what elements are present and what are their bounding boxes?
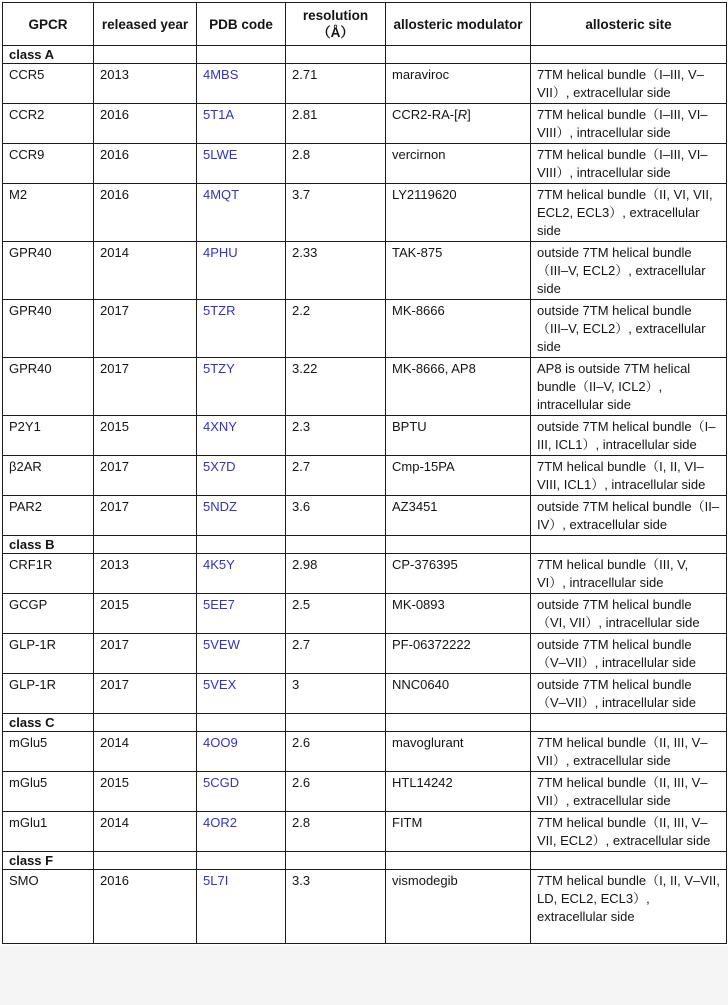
cell-year: 2015 <box>94 772 197 812</box>
cell-pdb <box>197 870 286 944</box>
cell-gpcr: GCGP <box>3 594 94 634</box>
cell-gpcr: mGlu5 <box>3 772 94 812</box>
section-label: class F <box>3 852 94 870</box>
column-header-label: allosteric site <box>585 16 672 32</box>
table-row <box>3 242 727 300</box>
cell-text-part: R <box>457 107 468 122</box>
cell-gpcr: PAR2 <box>3 496 94 536</box>
section-empty-cell <box>286 714 386 732</box>
table-row <box>3 772 727 812</box>
cell-year: 2016 <box>94 144 197 184</box>
cell-year: 2017 <box>94 496 197 536</box>
cell-year: 2015 <box>94 594 197 634</box>
cell-site: outside 7TM helical bundle（III–V, ECL2）, extracellular side <box>531 242 727 300</box>
cell-gpcr: GPR40 <box>3 358 94 416</box>
cell-resolution: 2.6 <box>286 772 386 812</box>
cell-modulator: PF-06372222 <box>386 634 531 674</box>
cell-year: 2016 <box>94 184 197 242</box>
table-row <box>3 144 727 184</box>
table-row <box>3 732 727 772</box>
table-row <box>3 812 727 852</box>
cell-text-part: CCR2-RA-[ <box>392 107 458 122</box>
column-header-label: resolution <box>302 8 369 23</box>
column-header-label: GPCR <box>28 16 68 32</box>
cell-pdb <box>197 64 286 104</box>
table-row <box>3 674 727 714</box>
cell-modulator: TAK-875 <box>386 242 531 300</box>
cell-gpcr: mGlu1 <box>3 812 94 852</box>
cell-pdb <box>197 594 286 634</box>
section-label: class A <box>3 46 94 64</box>
pdb-link[interactable]: 5LWE <box>203 147 238 162</box>
cell-modulator: vismodegib <box>386 870 531 944</box>
cell-site: 7TM helical bundle（I–III, VI–VIII）, intracellular side <box>531 144 727 184</box>
cell-site: 7TM helical bundle（I–III, V–VII）, extracellular side <box>531 64 727 104</box>
cell-modulator <box>386 104 531 144</box>
gpcr-allosteric-table <box>2 2 727 944</box>
table-row <box>3 358 727 416</box>
cell-year: 2014 <box>94 812 197 852</box>
section-empty-cell <box>197 852 286 870</box>
section-empty-cell <box>94 714 197 732</box>
cell-year: 2014 <box>94 732 197 772</box>
cell-site: outside 7TM helical bundle（I–III, ICL1）, intracellular side <box>531 416 727 456</box>
section-empty-cell <box>531 536 727 554</box>
cell-pdb <box>197 554 286 594</box>
cell-year: 2017 <box>94 358 197 416</box>
section-empty-cell <box>386 46 531 64</box>
cell-site: AP8 is outside 7TM helical bundle（II–V, ICL2）, intracellular side <box>531 358 727 416</box>
section-empty-cell <box>531 714 727 732</box>
pdb-link[interactable]: 4OR2 <box>203 815 237 830</box>
cell-pdb <box>197 104 286 144</box>
table-row <box>3 456 727 496</box>
cell-resolution: 2.8 <box>286 144 386 184</box>
cell-site: 7TM helical bundle（II, III, V–VII, ECL2）, extracellular side <box>531 812 727 852</box>
cell-pdb <box>197 732 286 772</box>
section-row <box>3 852 727 870</box>
section-empty-cell <box>286 46 386 64</box>
cell-gpcr: GLP-1R <box>3 634 94 674</box>
table-row <box>3 496 727 536</box>
column-header-label: allosteric modulator <box>393 16 523 32</box>
table-body <box>3 46 727 944</box>
cell-resolution: 2.7 <box>286 634 386 674</box>
cell-resolution: 3.3 <box>286 870 386 944</box>
pdb-link[interactable]: 4MQT <box>203 187 240 202</box>
cell-modulator: LY2119620 <box>386 184 531 242</box>
column-header-year <box>94 3 197 46</box>
pdb-link[interactable]: 5NDZ <box>203 499 237 514</box>
cell-modulator: MK-8666 <box>386 300 531 358</box>
column-header-sublabel: （Å） <box>317 25 354 40</box>
header-row <box>3 3 727 46</box>
pdb-link[interactable]: 5VEX <box>203 677 237 692</box>
section-empty-cell <box>386 536 531 554</box>
table-row <box>3 554 727 594</box>
cell-year: 2017 <box>94 300 197 358</box>
cell-gpcr: β2AR <box>3 456 94 496</box>
cell-modulator: AZ3451 <box>386 496 531 536</box>
cell-resolution: 2.2 <box>286 300 386 358</box>
column-header-modulator <box>386 3 531 46</box>
cell-site: 7TM helical bundle（III, V, VI）, intracellular side <box>531 554 727 594</box>
table-row <box>3 870 727 944</box>
table-row <box>3 104 727 144</box>
section-row <box>3 714 727 732</box>
cell-site: 7TM helical bundle（II, VI, VII, ECL2, ECL3）, extracellular side <box>531 184 727 242</box>
cell-year: 2014 <box>94 242 197 300</box>
pdb-link[interactable]: 5VEW <box>203 637 240 652</box>
table-row <box>3 634 727 674</box>
cell-modulator: vercirnon <box>386 144 531 184</box>
section-empty-cell <box>531 852 727 870</box>
cell-pdb <box>197 496 286 536</box>
cell-gpcr: CCR5 <box>3 64 94 104</box>
cell-modulator: maraviroc <box>386 64 531 104</box>
section-empty-cell <box>197 46 286 64</box>
pdb-link[interactable]: 4OO9 <box>203 735 238 750</box>
section-row <box>3 46 727 64</box>
cell-modulator: MK-0893 <box>386 594 531 634</box>
cell-gpcr: GLP-1R <box>3 674 94 714</box>
cell-modulator: BPTU <box>386 416 531 456</box>
section-empty-cell <box>94 46 197 64</box>
cell-site: outside 7TM helical bundle（V–VII）, intracellular side <box>531 674 727 714</box>
cell-pdb <box>197 772 286 812</box>
pdb-link[interactable]: 4MBS <box>203 67 239 82</box>
cell-site: 7TM helical bundle（II, III, V–VII）, extracellular side <box>531 772 727 812</box>
table-row <box>3 416 727 456</box>
section-row <box>3 536 727 554</box>
cell-pdb <box>197 812 286 852</box>
cell-pdb <box>197 674 286 714</box>
cell-site: 7TM helical bundle（I, II, VI–VIII, ICL1）, intracellular side <box>531 456 727 496</box>
cell-pdb <box>197 416 286 456</box>
cell-pdb <box>197 634 286 674</box>
pdb-link[interactable]: 4XNY <box>203 419 237 434</box>
column-header-site <box>531 3 727 46</box>
cell-modulator: FITM <box>386 812 531 852</box>
cell-modulator: Cmp-15PA <box>386 456 531 496</box>
cell-pdb <box>197 358 286 416</box>
section-label: class C <box>3 714 94 732</box>
section-empty-cell <box>531 46 727 64</box>
pdb-link[interactable]: 4PHU <box>203 245 238 260</box>
cell-resolution: 3.6 <box>286 496 386 536</box>
pdb-link[interactable]: 5X7D <box>203 459 236 474</box>
cell-resolution: 3.22 <box>286 358 386 416</box>
table-row <box>3 64 727 104</box>
cell-year: 2013 <box>94 554 197 594</box>
cell-pdb <box>197 144 286 184</box>
cell-gpcr: CRF1R <box>3 554 94 594</box>
section-empty-cell <box>286 536 386 554</box>
pdb-link[interactable]: 5CGD <box>203 775 240 790</box>
cell-site: outside 7TM helical bundle（II–IV）, extracellular side <box>531 496 727 536</box>
pdb-link[interactable]: 5TZR <box>203 303 236 318</box>
cell-site: outside 7TM helical bundle（III–V, ECL2）, extracellular side <box>531 300 727 358</box>
cell-modulator: CP-376395 <box>386 554 531 594</box>
cell-year: 2017 <box>94 456 197 496</box>
cell-resolution: 2.5 <box>286 594 386 634</box>
cell-gpcr: M2 <box>3 184 94 242</box>
section-empty-cell <box>386 852 531 870</box>
cell-resolution: 2.81 <box>286 104 386 144</box>
cell-year: 2017 <box>94 634 197 674</box>
cell-gpcr: GPR40 <box>3 242 94 300</box>
cell-resolution: 2.71 <box>286 64 386 104</box>
cell-site: outside 7TM helical bundle（V–VII）, intracellular side <box>531 634 727 674</box>
cell-text-part: ] <box>467 107 471 122</box>
pdb-link[interactable]: 5EE7 <box>203 597 235 612</box>
table-row <box>3 300 727 358</box>
cell-resolution: 2.6 <box>286 732 386 772</box>
cell-resolution: 2.8 <box>286 812 386 852</box>
section-empty-cell <box>197 714 286 732</box>
cell-gpcr: mGlu5 <box>3 732 94 772</box>
cell-gpcr: CCR9 <box>3 144 94 184</box>
cell-year: 2015 <box>94 416 197 456</box>
cell-pdb <box>197 242 286 300</box>
pdb-link[interactable]: 4K5Y <box>203 557 235 572</box>
cell-year: 2016 <box>94 870 197 944</box>
column-header-resolution <box>286 3 386 46</box>
cell-resolution: 2.98 <box>286 554 386 594</box>
cell-modulator: mavoglurant <box>386 732 531 772</box>
column-header-pdb <box>197 3 286 46</box>
cell-pdb <box>197 456 286 496</box>
cell-site: outside 7TM helical bundle（VI, VII）, intracellular side <box>531 594 727 634</box>
cell-pdb <box>197 300 286 358</box>
column-header-gpcr <box>3 3 94 46</box>
column-header-label: released year <box>101 16 189 32</box>
table-row <box>3 184 727 242</box>
cell-modulator: MK-8666, AP8 <box>386 358 531 416</box>
cell-pdb <box>197 184 286 242</box>
cell-resolution: 2.3 <box>286 416 386 456</box>
cell-gpcr: SMO <box>3 870 94 944</box>
cell-gpcr: CCR2 <box>3 104 94 144</box>
cell-site: 7TM helical bundle（I–III, VI–VIII）, intracellular side <box>531 104 727 144</box>
cell-year: 2017 <box>94 674 197 714</box>
section-empty-cell <box>94 852 197 870</box>
pdb-link[interactable]: 5T1A <box>203 107 235 122</box>
cell-resolution: 2.7 <box>286 456 386 496</box>
cell-gpcr: GPR40 <box>3 300 94 358</box>
section-label: class B <box>3 536 94 554</box>
cell-year: 2016 <box>94 104 197 144</box>
cell-modulator: HTL14242 <box>386 772 531 812</box>
cell-resolution: 3.7 <box>286 184 386 242</box>
section-empty-cell <box>286 852 386 870</box>
pdb-link[interactable]: 5L7I <box>203 873 229 888</box>
section-empty-cell <box>197 536 286 554</box>
cell-gpcr: P2Y1 <box>3 416 94 456</box>
section-empty-cell <box>386 714 531 732</box>
column-header-label: PDB code <box>209 16 273 32</box>
cell-modulator: NNC0640 <box>386 674 531 714</box>
table-row <box>3 594 727 634</box>
cell-resolution: 3 <box>286 674 386 714</box>
cell-resolution: 2.33 <box>286 242 386 300</box>
cell-site: 7TM helical bundle（I, II, V–VII, LD, ECL2, ECL3）, extracellular side <box>531 870 727 944</box>
section-empty-cell <box>94 536 197 554</box>
pdb-link[interactable]: 5TZY <box>203 361 235 376</box>
cell-year: 2013 <box>94 64 197 104</box>
cell-site: 7TM helical bundle（II, III, V–VII）, extracellular side <box>531 732 727 772</box>
